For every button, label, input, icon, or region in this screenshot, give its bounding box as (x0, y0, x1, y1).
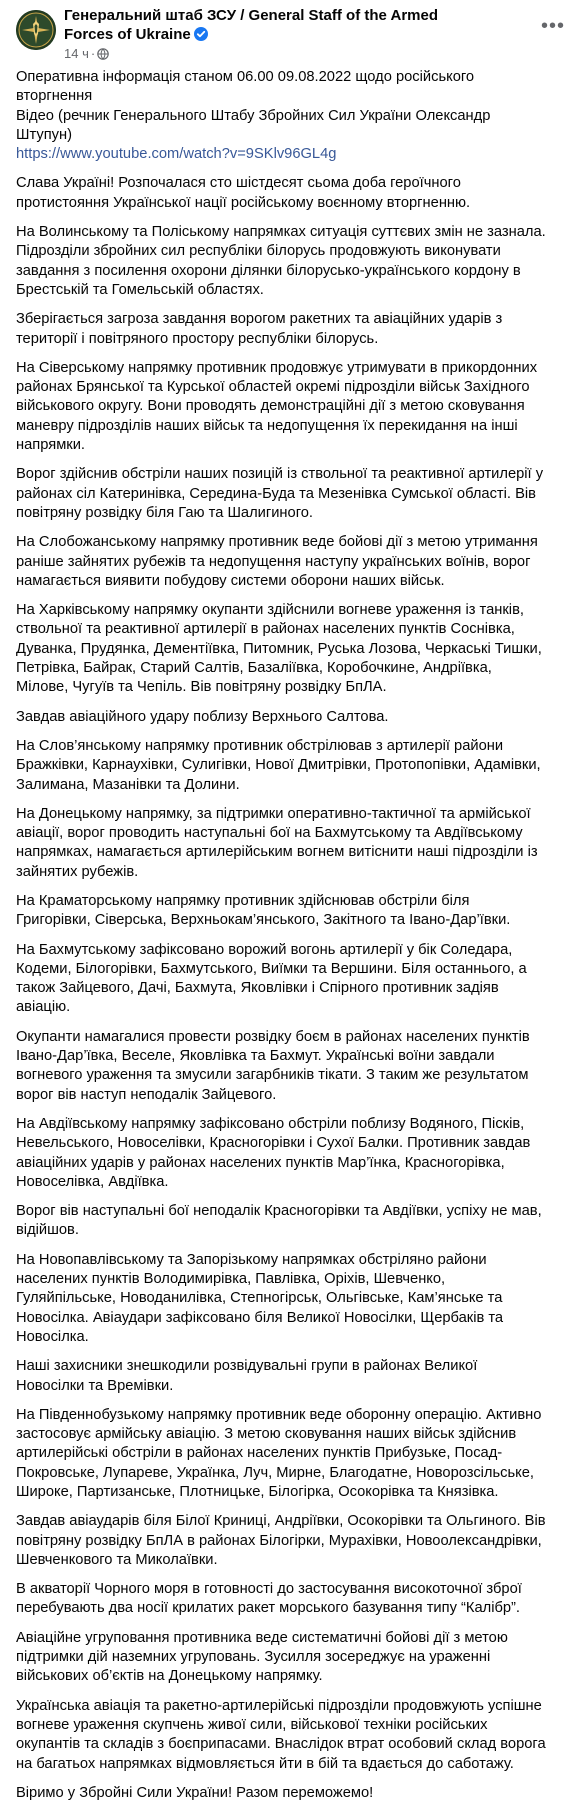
globe-icon[interactable] (97, 48, 109, 60)
verified-badge-icon (194, 27, 208, 41)
post-paragraph: На Новопавлівському та Запорізькому напрямках обстріляно райони населених пунктів Володимирівка, Павлівка, Оріхів, Шевченко, Гуляйпільське, Новоданилівка, Степногірськ, Ольгівське, Кам’янське та Новосілка. Авіаудари зафіксовано біля Великої Новосілки, Щербаків та Новосілка. (16, 1251, 504, 1345)
post-paragraph: Авіаційне угруповання противника веде систематичні бойові дії з метою підтримки дій наземних угруповань. Зусилля зосереджує на ураженні військових об’єктів на Донецькому напрямку. (16, 1629, 508, 1685)
intro-line-1: Оперативна інформація станом 06.00 09.08.2022 щодо російського вторгнення (16, 69, 475, 105)
page-avatar[interactable] (16, 10, 56, 50)
page-name-text[interactable]: Генеральний штаб ЗСУ / General Staff of the Armed Forces of Ukraine (64, 7, 439, 43)
post-paragraph: На Краматорському напрямку противник здійснював обстріли біля Григорівки, Сіверська, Верхньокам’янського, Закітного та Івано-Дар’ївки. (16, 892, 511, 929)
post-paragraph: На Сіверському напрямку противник продовжує утримувати в прикордонних районах Брянської та Курської областей окремі підрозділи військ Західного військового округу. Вони проводять демонстраційні дії з метою сковування маневру підрозділів наших військ та недопущення їх перекидання на інші напрямки. (16, 359, 538, 454)
post-header (0, 0, 581, 66)
post-intro (16, 68, 548, 164)
post-paragraph: Наші захисники знешкодили розвідувальні групи в районах Великої Новосілки та Времівки. (16, 1358, 478, 1394)
post-paragraph: Ворог вів наступальні бої неподалік Красногорівки та Авдіївки, успіху не мав, відійшов. (16, 1203, 542, 1239)
intro-line-2: Відео (речник Генерального Штабу Збройних Сил України Олександр Штупун) (16, 107, 491, 143)
post-paragraph: Слава Україні! Розпочалася сто шістдесят сьома доба героїчного протистояння Української нації російському воєнному вторгненню. (16, 175, 471, 211)
post-paragraph: На Південнобузькому напрямку противник веде оборонну операцію. Активно застосовує армійську авіацію. З метою сковування наших військ здійснив артилерійські обстріли в районах населених пунктів Прибузьке, Посад-Покровське, Лупареве, Українка, Луч, Мирне, Благодатне, Новорозсільське, Широке, Партизанське, Плотницьке, Білогірка, Осокорівка та Князівка. (16, 1406, 542, 1500)
more-options-button[interactable] (537, 10, 569, 42)
post-paragraph: Окупанти намагалися провести розвідку боєм в районах населених пунктів Івано-Дар’ївка, Веселе, Яковлівка та Бахмут. Українські воїни завдали вогневого ураження та змусили загарбників тікати. З таким же результатом ворог вів наступ неподалік Зайцевого. (16, 1028, 530, 1103)
post-paragraph: Ворог здійснив обстріли наших позицій із ствольної та реактивної артилерії у районах сіл Катеринівка, Середина-Буда та Мезенівка Сумської області. Вів повітряну розвідку біля Гаю та Шалигиного. (16, 466, 544, 521)
more-options-icon: ••• (540, 14, 565, 37)
post-paragraph: На Бахмутському зафіксовано ворожий вогонь артилерії у бік Соледара, Кодеми, Білогорівки, Бахмутського, Виїмки та Вершини. Біля останнього, а також Зайцевого, Дачі, Бахмута, Яковлівки і Спірного противник задіяв авіацію. (16, 941, 527, 1016)
post-paragraph: Завдав авіаційного удару поблизу Верхнього Салтова. (16, 708, 389, 725)
video-link[interactable]: https://www.youtube.com/watch?v=9SKlv96GL4g (16, 146, 337, 163)
post-paragraph: Віримо у Збройні Сили України! Разом переможемо! (16, 1784, 374, 1801)
post-timestamp[interactable]: 14 ч (64, 46, 89, 61)
post-paragraph: На Авдіївському напрямку зафіксовано обстріли поблизу Водяного, Пісків, Невельського, Новоселівки, Красногорівки і Сухої Балки. Противник завдав авіаційних ударів у районах населених пунктів Мар’їнка, Красногорівка, Новоселівка, Авдіївка. (16, 1115, 531, 1190)
page-name[interactable] (64, 6, 484, 44)
post-paragraph: На Харківському напрямку окупанти здійснили вогневе ураження із танків, ствольної та реактивної артилерії в районах населених пунктів Соснівка, Дуванка, Прудянка, Дементіївка, Питомник, Руська Лозова, Черкаські Тишки, Петрівка, Байрак, Старий Салтів, Базаліївка, Коробочкине, Андріївка, Мілове, Чугуїв та Чепіль. Вів повітряну розвідку БпЛА. (16, 602, 542, 696)
post-paragraph: В акваторії Чорного моря в готовності до застосування високоточної зброї перебувають два носії крилатих ракет морського базування типу “Калібр”. (16, 1581, 522, 1617)
post-body (16, 68, 548, 1813)
post-paragraph: На Донецькому напрямку, за підтримки оперативно-тактичної та армійської авіації, ворог проводить наступальні бої на Бахмутському та Авдіївському напрямках, намагається артилерійським вогнем витіснити наші підрозділи із зайнятих рубежів. (16, 805, 538, 880)
post-paragraph: Українська авіація та ракетно-артилерійські підрозділи продовжують успішне вогневе ураження скупчень живої сили, військової техніки російських окупантів та складів з боєприпасами. Внаслідок втрат особовий склад ворога на багатьох напрямках відмовляється йти в бій та вдається до саботажу. (16, 1697, 546, 1772)
meta-separator: · (90, 46, 96, 61)
post-paragraph: На Слобожанському напрямку противник веде бойові дії з метою утримання раніше зайнятих рубежів та недопущення наступу українських воїнів, ворог намагається виявити побудову системи оборони наших військ. (16, 534, 538, 589)
post-paragraph: На Волинському та Поліському напрямках ситуація суттєвих змін не зазнала. Підрозділи збройних сил республіки білорусь продовжують виконувати завдання з посилення охорони ділянки білорусько-українського кордону в Брестській та Гомельській областях. (16, 224, 546, 298)
post-paragraph: Зберігається загроза завдання ворогом ракетних та авіаційних ударів з території і повітряного простору республіки білорусь. (16, 311, 503, 347)
general-staff-emblem-icon (16, 10, 56, 50)
post-paragraph: На Слов’янському напрямку противник обстрілював з артилерії райони Бражківки, Карнаухівки, Сулигівки, Нової Дмитрівки, Протопопівки, Адамівки, Залимана, Мазанівки та Долини. (16, 737, 541, 793)
post-meta (64, 46, 109, 62)
post-paragraph: Завдав авіаударів біля Білої Криниці, Андріївки, Осокорівки та Ольгиного. Вів повітряну розвідку БпЛА в районах Білогірки, Мурахівки, Новоолександрівки, Шевченкового та Миколаївки. (16, 1513, 546, 1568)
